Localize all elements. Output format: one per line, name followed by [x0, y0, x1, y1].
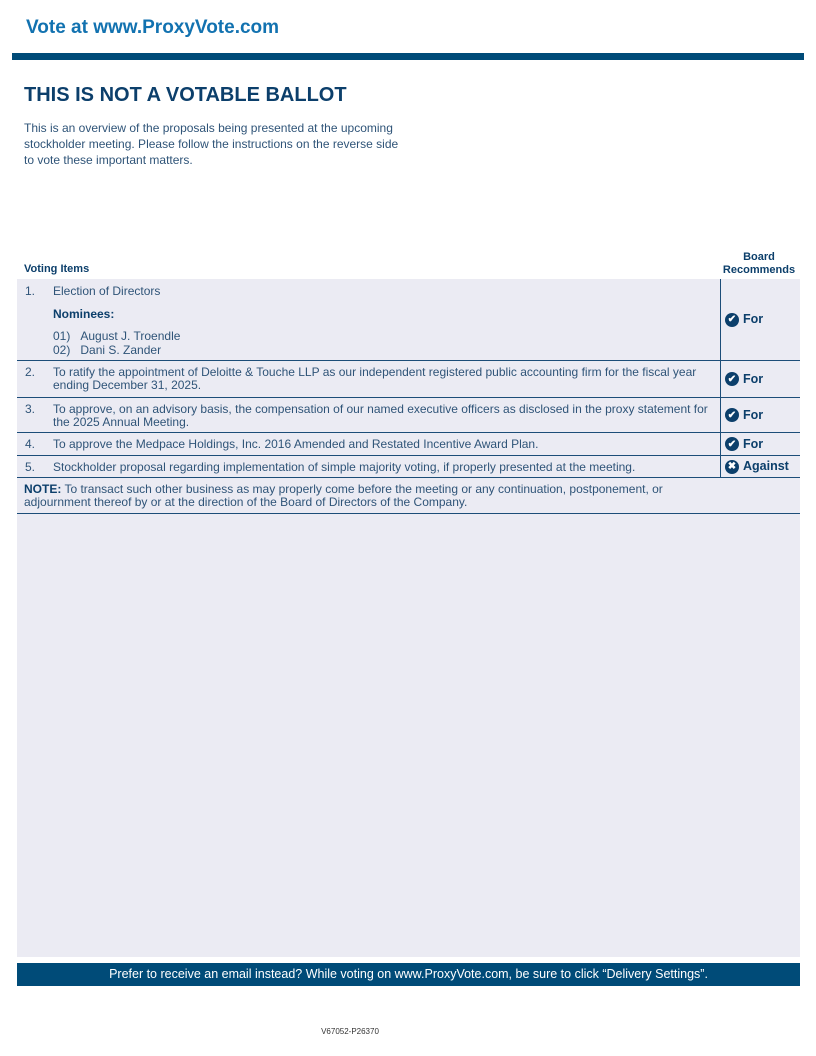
header-rule [12, 53, 804, 60]
table-row [17, 456, 800, 478]
email-delivery-banner: Prefer to receive an email instead? While voting on www.ProxyVote.com, be sure to click “Delivery Settings”. [17, 963, 800, 986]
check-circle-icon: ✔ [725, 437, 739, 451]
item-number: 4. [25, 437, 36, 451]
recommendation [720, 456, 800, 477]
note-label: NOTE: [24, 482, 62, 496]
recommendation [720, 361, 800, 397]
item-text: Election of Directors [53, 284, 161, 298]
header-line: Board [743, 251, 775, 263]
item-text: Stockholder proposal regarding implementation of simple majority voting, if properly presented at the meeting. [53, 460, 636, 474]
check-circle-icon: ✔ [725, 372, 739, 386]
note-body: To transact such other business as may properly come before the meeting or any continuation, postponement, or adjournment thereof by or at the direction of the Board of Directors of the Company. [24, 482, 663, 509]
page-title: THIS IS NOT A VOTABLE BALLOT [24, 84, 347, 106]
recommendation [720, 279, 800, 360]
recommendation [720, 433, 800, 455]
table-row [17, 279, 800, 361]
item-text: To approve the Medpace Holdings, Inc. 2016 Amended and Restated Incentive Award Plan. [53, 437, 539, 451]
recommendation-label: Against [743, 459, 789, 473]
table-row [17, 433, 800, 456]
check-circle-icon: ✔ [725, 408, 739, 422]
item-number: 1. [25, 284, 36, 298]
recommendation [720, 398, 800, 432]
vote-at-link[interactable]: Vote at www.ProxyVote.com [26, 17, 280, 38]
item-number: 3. [25, 402, 36, 416]
nominee-number: 02) [53, 343, 71, 357]
nominee [53, 344, 713, 357]
board-recommends-header [718, 251, 800, 277]
note-text [24, 483, 724, 509]
nominee-name: August J. Troendle [80, 329, 181, 343]
nominee [53, 330, 713, 343]
document-code: V67052-P26370 [321, 1027, 379, 1036]
nominees-label: Nominees: [53, 307, 115, 321]
table-row [17, 398, 800, 433]
nominee-name: Dani S. Zander [80, 343, 162, 357]
x-circle-icon: ✖ [725, 460, 739, 474]
item-text: To approve, on an advisory basis, the compensation of our named executive officers as disclosed in the proxy statement for the 2025 Annual Meeting. [53, 402, 708, 429]
recommendation-label: For [743, 371, 764, 386]
voting-items-header: Voting Items [24, 263, 90, 275]
recommendation-label: For [743, 312, 764, 326]
item-number: 2. [25, 365, 36, 379]
header-line: Recommends [722, 264, 796, 276]
intro-text: This is an overview of the proposals being presented at the upcoming stockholder meeting. Please follow the instructions on the reverse side to vote these important matters. [24, 121, 399, 167]
recommendation-label: For [743, 436, 764, 451]
nominee-number: 01) [53, 329, 71, 343]
table-row [17, 361, 800, 398]
recommendation-label: For [743, 407, 764, 422]
item-number: 5. [25, 460, 36, 474]
check-circle-icon: ✔ [725, 313, 739, 327]
item-text: To ratify the appointment of Deloitte & Touche LLP as our independent registered public accounting firm for the fiscal year ending December 31, 2025. [53, 365, 697, 392]
